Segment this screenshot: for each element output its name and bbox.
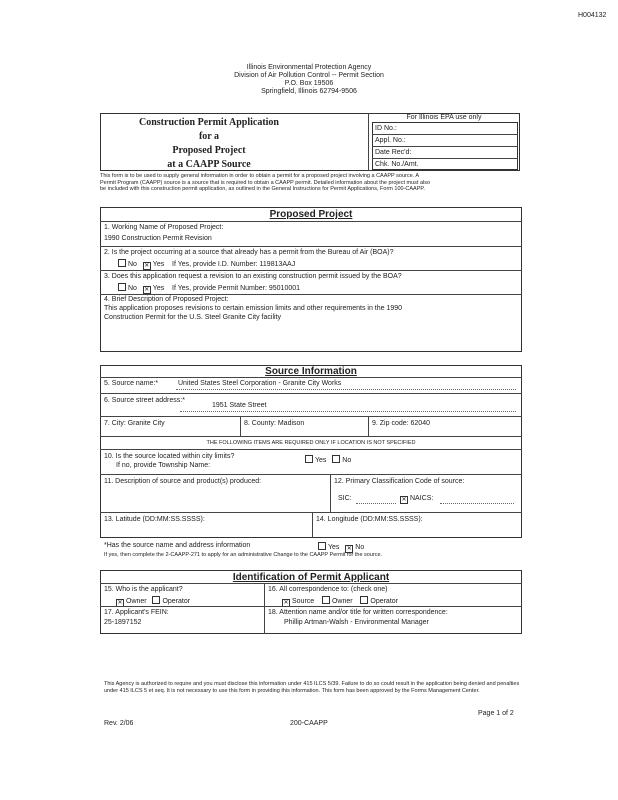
agency-use-header: For Illinois EPA use only bbox=[406, 114, 482, 121]
q2-yes-label: Yes bbox=[152, 261, 165, 268]
pp-divider-0 bbox=[100, 221, 522, 222]
city-limits-no-checkbox[interactable] bbox=[332, 455, 340, 463]
correspondence-operator-label: Operator bbox=[370, 598, 398, 605]
correspondence-source-checkbox[interactable]: ✕ bbox=[283, 600, 289, 606]
applicant-owner-label: Owner bbox=[126, 598, 147, 605]
intro-text bbox=[100, 173, 522, 193]
revision-date: Rev. 2/06 bbox=[104, 720, 134, 727]
source-information-title: Source Information bbox=[265, 366, 357, 377]
source-name-label: 5. Source name:* bbox=[104, 380, 159, 387]
intro-line-3: be included with this construction permit application, as outlined in the General Instructions for Permit Applications, Form 100-CAAPP. bbox=[100, 186, 425, 192]
name-change-yes-checkbox[interactable] bbox=[318, 542, 326, 550]
correspondence-source-label: Source bbox=[292, 598, 315, 605]
correspondence-operator-checkbox[interactable] bbox=[360, 596, 368, 604]
applicant-who-label: 15. Who is the applicant? bbox=[104, 586, 183, 593]
fein-label: 17. Applicant's FEIN: bbox=[104, 609, 169, 616]
intro-line-2: Permit Program (CAAPP) source is a source that is required to obtain a CAAPP permit. Detailed information about the project must also bbox=[100, 179, 431, 186]
intro-line-1: This form is to be used to supply general information in order to obtain a permit for a proposed project involving a CAAPP source. A bbox=[100, 173, 420, 179]
page-number: Page 1 of 2 bbox=[478, 710, 514, 717]
sic-label: SIC: bbox=[338, 495, 352, 502]
permit-applicant-title: Identification of Permit Applicant bbox=[232, 572, 390, 583]
applicant-operator-label: Operator bbox=[162, 598, 191, 605]
q2-no-label: No bbox=[128, 261, 137, 268]
naics-checkbox[interactable]: ✕ bbox=[401, 497, 407, 503]
proposed-project-title: Proposed Project bbox=[269, 209, 353, 220]
city-limits-no-label: No bbox=[342, 457, 352, 464]
q2-yes-checkbox[interactable]: ✕ bbox=[144, 263, 150, 269]
agency-pobox: P.O. Box 19506 bbox=[284, 80, 334, 87]
si-divider-0 bbox=[100, 377, 522, 378]
title-line-2: for a bbox=[198, 131, 220, 142]
q3-options bbox=[118, 283, 300, 294]
city-limits-question: 10. Is the source located within city limits? bbox=[104, 453, 235, 460]
q1-value[interactable]: 1990 Construction Permit Revision bbox=[104, 235, 212, 242]
q4-line-2[interactable]: Construction Permit for the U.S. Steel Granite City facility bbox=[104, 314, 282, 321]
q3-no-checkbox[interactable] bbox=[118, 283, 126, 291]
applicant-owner-checkbox[interactable]: ✕ bbox=[117, 600, 123, 606]
sic-underline bbox=[356, 503, 396, 504]
si-vdivider-1 bbox=[240, 416, 241, 436]
si-divider-4 bbox=[100, 449, 522, 450]
pp-divider-2 bbox=[100, 270, 522, 271]
longitude-label[interactable]: 14. Longitude (DD:MM:SS.SSSS): bbox=[316, 516, 423, 523]
zip-field[interactable]: 9. Zip code: 62040 bbox=[372, 420, 430, 427]
si-vdivider-4 bbox=[312, 512, 313, 538]
title-line-4: at a CAAPP Source bbox=[167, 159, 251, 170]
si-divider-5 bbox=[100, 474, 522, 475]
naics-group bbox=[400, 495, 433, 504]
applicant-operator-checkbox[interactable] bbox=[152, 596, 160, 604]
name-change-no-label: No bbox=[355, 544, 365, 551]
township-label: If no, provide Township Name: bbox=[116, 462, 211, 469]
pa-divider-0 bbox=[100, 583, 522, 584]
source-address-value[interactable]: 1951 State Street bbox=[212, 402, 267, 409]
q3-label: 3. Does this application request a revision to an existing construction permit issued by the BOA? bbox=[104, 273, 402, 280]
q2-id-number[interactable]: If Yes, provide I.D. Number: 119813AAJ bbox=[172, 261, 296, 268]
county-field[interactable]: 8. County: Madison bbox=[244, 420, 305, 427]
q3-yes-label: Yes bbox=[152, 285, 165, 292]
fein-value[interactable]: 25-1897152 bbox=[104, 619, 142, 626]
agency-use-divider bbox=[368, 113, 369, 171]
pa-vdivider bbox=[264, 583, 265, 634]
city-limits-yes-label: Yes bbox=[315, 457, 327, 464]
title-line-3: Proposed Project bbox=[172, 145, 246, 156]
q2-options bbox=[118, 259, 295, 270]
agency-use-row-3 bbox=[372, 158, 518, 159]
form-title bbox=[103, 116, 315, 172]
attention-label: 18. Attention name and/or title for written correspondence: bbox=[268, 609, 448, 616]
agency-division: Division of Air Pollution Control -- Permit Section bbox=[234, 72, 384, 79]
legal-notice-line-1: This Agency is authorized to require and you must disclose this information under 415 ILCS 5/39. Failure to do so could result in the application being denied and penalties bbox=[104, 681, 520, 687]
q1-label: 1. Working Name of Proposed Project: bbox=[104, 224, 224, 231]
agency-use-date: Date Rec'd: bbox=[375, 149, 412, 156]
agency-use-id: ID No.: bbox=[375, 125, 397, 132]
q3-no-label: No bbox=[128, 285, 137, 292]
naics-underline bbox=[440, 503, 514, 504]
si-divider-3 bbox=[100, 436, 522, 437]
source-description-label: 11. Description of source and product(s) produced: bbox=[104, 478, 262, 485]
source-address-underline bbox=[180, 411, 516, 412]
q3-yes-checkbox[interactable]: ✕ bbox=[144, 287, 150, 293]
q4-line-1[interactable]: This application proposes revisions to certain emission limits and other requirements in the 1990 bbox=[104, 305, 403, 312]
legal-notice-line-2: under 415 ILCS 5 et seq. It is not necessary to use this form in providing this information. This form has been approved by the Forms Management Center. bbox=[104, 688, 480, 694]
q3-permit-number[interactable]: If Yes, provide Permit Number: 95010001 bbox=[172, 285, 301, 292]
source-name-underline bbox=[176, 389, 516, 390]
pp-divider-3 bbox=[100, 294, 522, 295]
q2-no-checkbox[interactable] bbox=[118, 259, 126, 267]
naics-label: NAICS: bbox=[410, 495, 434, 502]
source-name-value[interactable]: United States Steel Corporation - Granite City Works bbox=[178, 380, 342, 387]
si-divider-2 bbox=[100, 416, 522, 417]
city-limits-yes-checkbox[interactable] bbox=[305, 455, 313, 463]
name-change-no-checkbox[interactable]: ✕ bbox=[346, 546, 352, 552]
city-field[interactable]: 7. City: Granite City bbox=[104, 420, 165, 427]
name-change-question: *Has the source name and address information bbox=[104, 542, 251, 549]
agency-use-appl: Appl. No.: bbox=[375, 137, 406, 144]
si-vdivider-3 bbox=[330, 474, 331, 512]
agency-use-row-2 bbox=[372, 146, 518, 147]
correspondence-owner-label: Owner bbox=[331, 598, 353, 605]
q4-label: 4. Brief Description of Proposed Project: bbox=[104, 296, 229, 303]
source-address-label: 6. Source street address:* bbox=[104, 397, 185, 404]
name-change-yes-label: Yes bbox=[328, 544, 340, 551]
location-note: THE FOLLOWING ITEMS ARE REQUIRED ONLY IF LOCATION IS NOT SPECIFIED bbox=[206, 440, 416, 446]
agency-name: Illinois Environmental Protection Agency bbox=[246, 64, 372, 71]
correspondence-owner-checkbox[interactable] bbox=[322, 596, 330, 604]
si-divider-6 bbox=[100, 512, 522, 513]
form-number: 200-CAAPP bbox=[290, 720, 328, 727]
q2-label: 2. Is the project occurring at a source that already has a permit from the Bureau of Air (BOA)? bbox=[104, 249, 394, 256]
agency-city: Springfield, Illinois 62794-9506 bbox=[261, 88, 357, 95]
name-change-instruction: If yes, then complete the 2-CAAPP-271 to apply for an administrative Change to the CAAPP Permit for the source. bbox=[104, 552, 383, 558]
attention-value[interactable]: Phillip Artman-Walsh - Environmental Manager bbox=[284, 619, 429, 626]
pa-divider-1 bbox=[100, 606, 522, 607]
agency-use-check: Chk. No./Amt. bbox=[375, 161, 419, 168]
title-line-1: Construction Permit Application bbox=[139, 117, 279, 128]
si-vdivider-2 bbox=[368, 416, 369, 436]
latitude-label[interactable]: 13. Latitude (DD:MM:SS.SSSS): bbox=[104, 516, 205, 523]
pp-divider-1 bbox=[100, 246, 522, 247]
si-divider-1 bbox=[100, 393, 522, 394]
classification-code-label: 12. Primary Classification Code of source: bbox=[334, 478, 465, 485]
document-id: H004132 bbox=[578, 12, 607, 19]
agency-use-row-1 bbox=[372, 134, 518, 135]
correspondence-label: 16. All correspondence to: (check one) bbox=[268, 586, 388, 593]
city-limits-options bbox=[305, 455, 351, 465]
